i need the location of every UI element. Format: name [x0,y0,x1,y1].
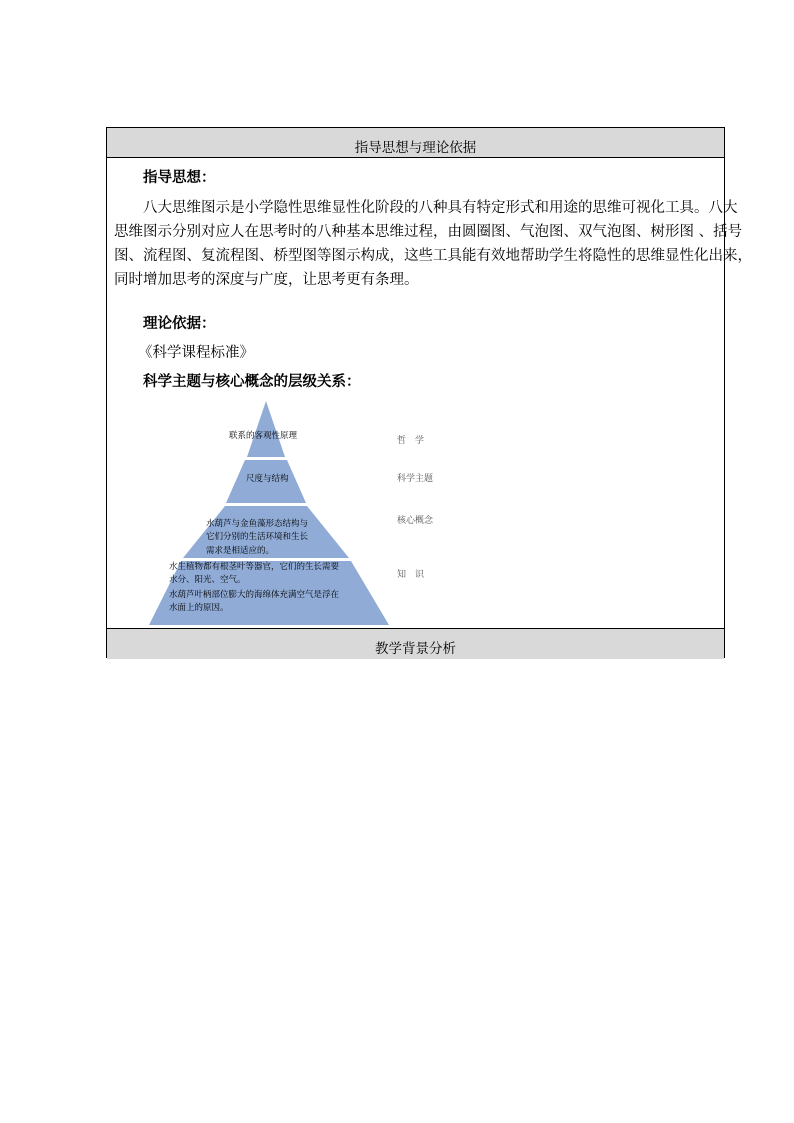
pyramid-diagram [107,158,752,628]
curriculum-standard: 《科学课程标准》 [138,345,254,361]
section-content [107,158,752,628]
paragraph-line: 图、流程图、复流程图、桥型图等图示构成，这些工具能有效地帮助学生将隐性的思维显性化出来， [114,248,752,264]
level-label-core-concept: 核心概念 [397,516,434,526]
paragraph-line: 同时增加思考的深度与广度，让思考更有条理。 [114,272,419,288]
tier-4-text: 水生植物都有根茎叶等器官，它们的生长需要 [169,562,340,572]
guiding-thought-heading: 指导思想： [143,170,216,186]
level-label-knowledge: 知 识 [397,570,425,580]
level-label-philosophy: 哲 学 [397,436,425,446]
tier-2-text: 尺度与结构 [246,474,289,484]
tier-4-text: 水面上的原因。 [169,603,229,613]
document-table [106,127,752,658]
section-header: 指导思想与理论依据 [107,128,724,158]
tier-4-text: 水葫芦叶柄部位膨大的海绵体充满空气是浮在 [169,590,340,600]
tier-3-text: 它们分别的生活环境和生长 [206,532,309,542]
next-section-header: 教学背景分析 [107,628,724,659]
tier-3-text: 水葫芦与金鱼藻形态结构与 [206,519,309,529]
paragraph-line: 八大思维图示是小学隐性思维显性化阶段的八种具有特定形式和用途的思维可视化工具。八大 [143,200,738,216]
hierarchy-heading: 科学主题与核心概念的层级关系： [143,374,361,390]
theory-basis-heading: 理论依据： [143,316,216,332]
pyramid-tier-1 [247,401,285,457]
tier-1-text: 联系的客观性原理 [229,431,298,441]
level-label-science-theme: 科学主题 [397,474,434,484]
tier-4-text: 水分、阳光、空气。 [169,575,246,585]
paragraph-line: 思维图示分别对应人在思考时的八种基本思维过程，由圆圈图、气泡图、双气泡图、树形图 、括号 [114,224,743,240]
tier-3-text: 需求是相适应的。 [206,546,275,556]
